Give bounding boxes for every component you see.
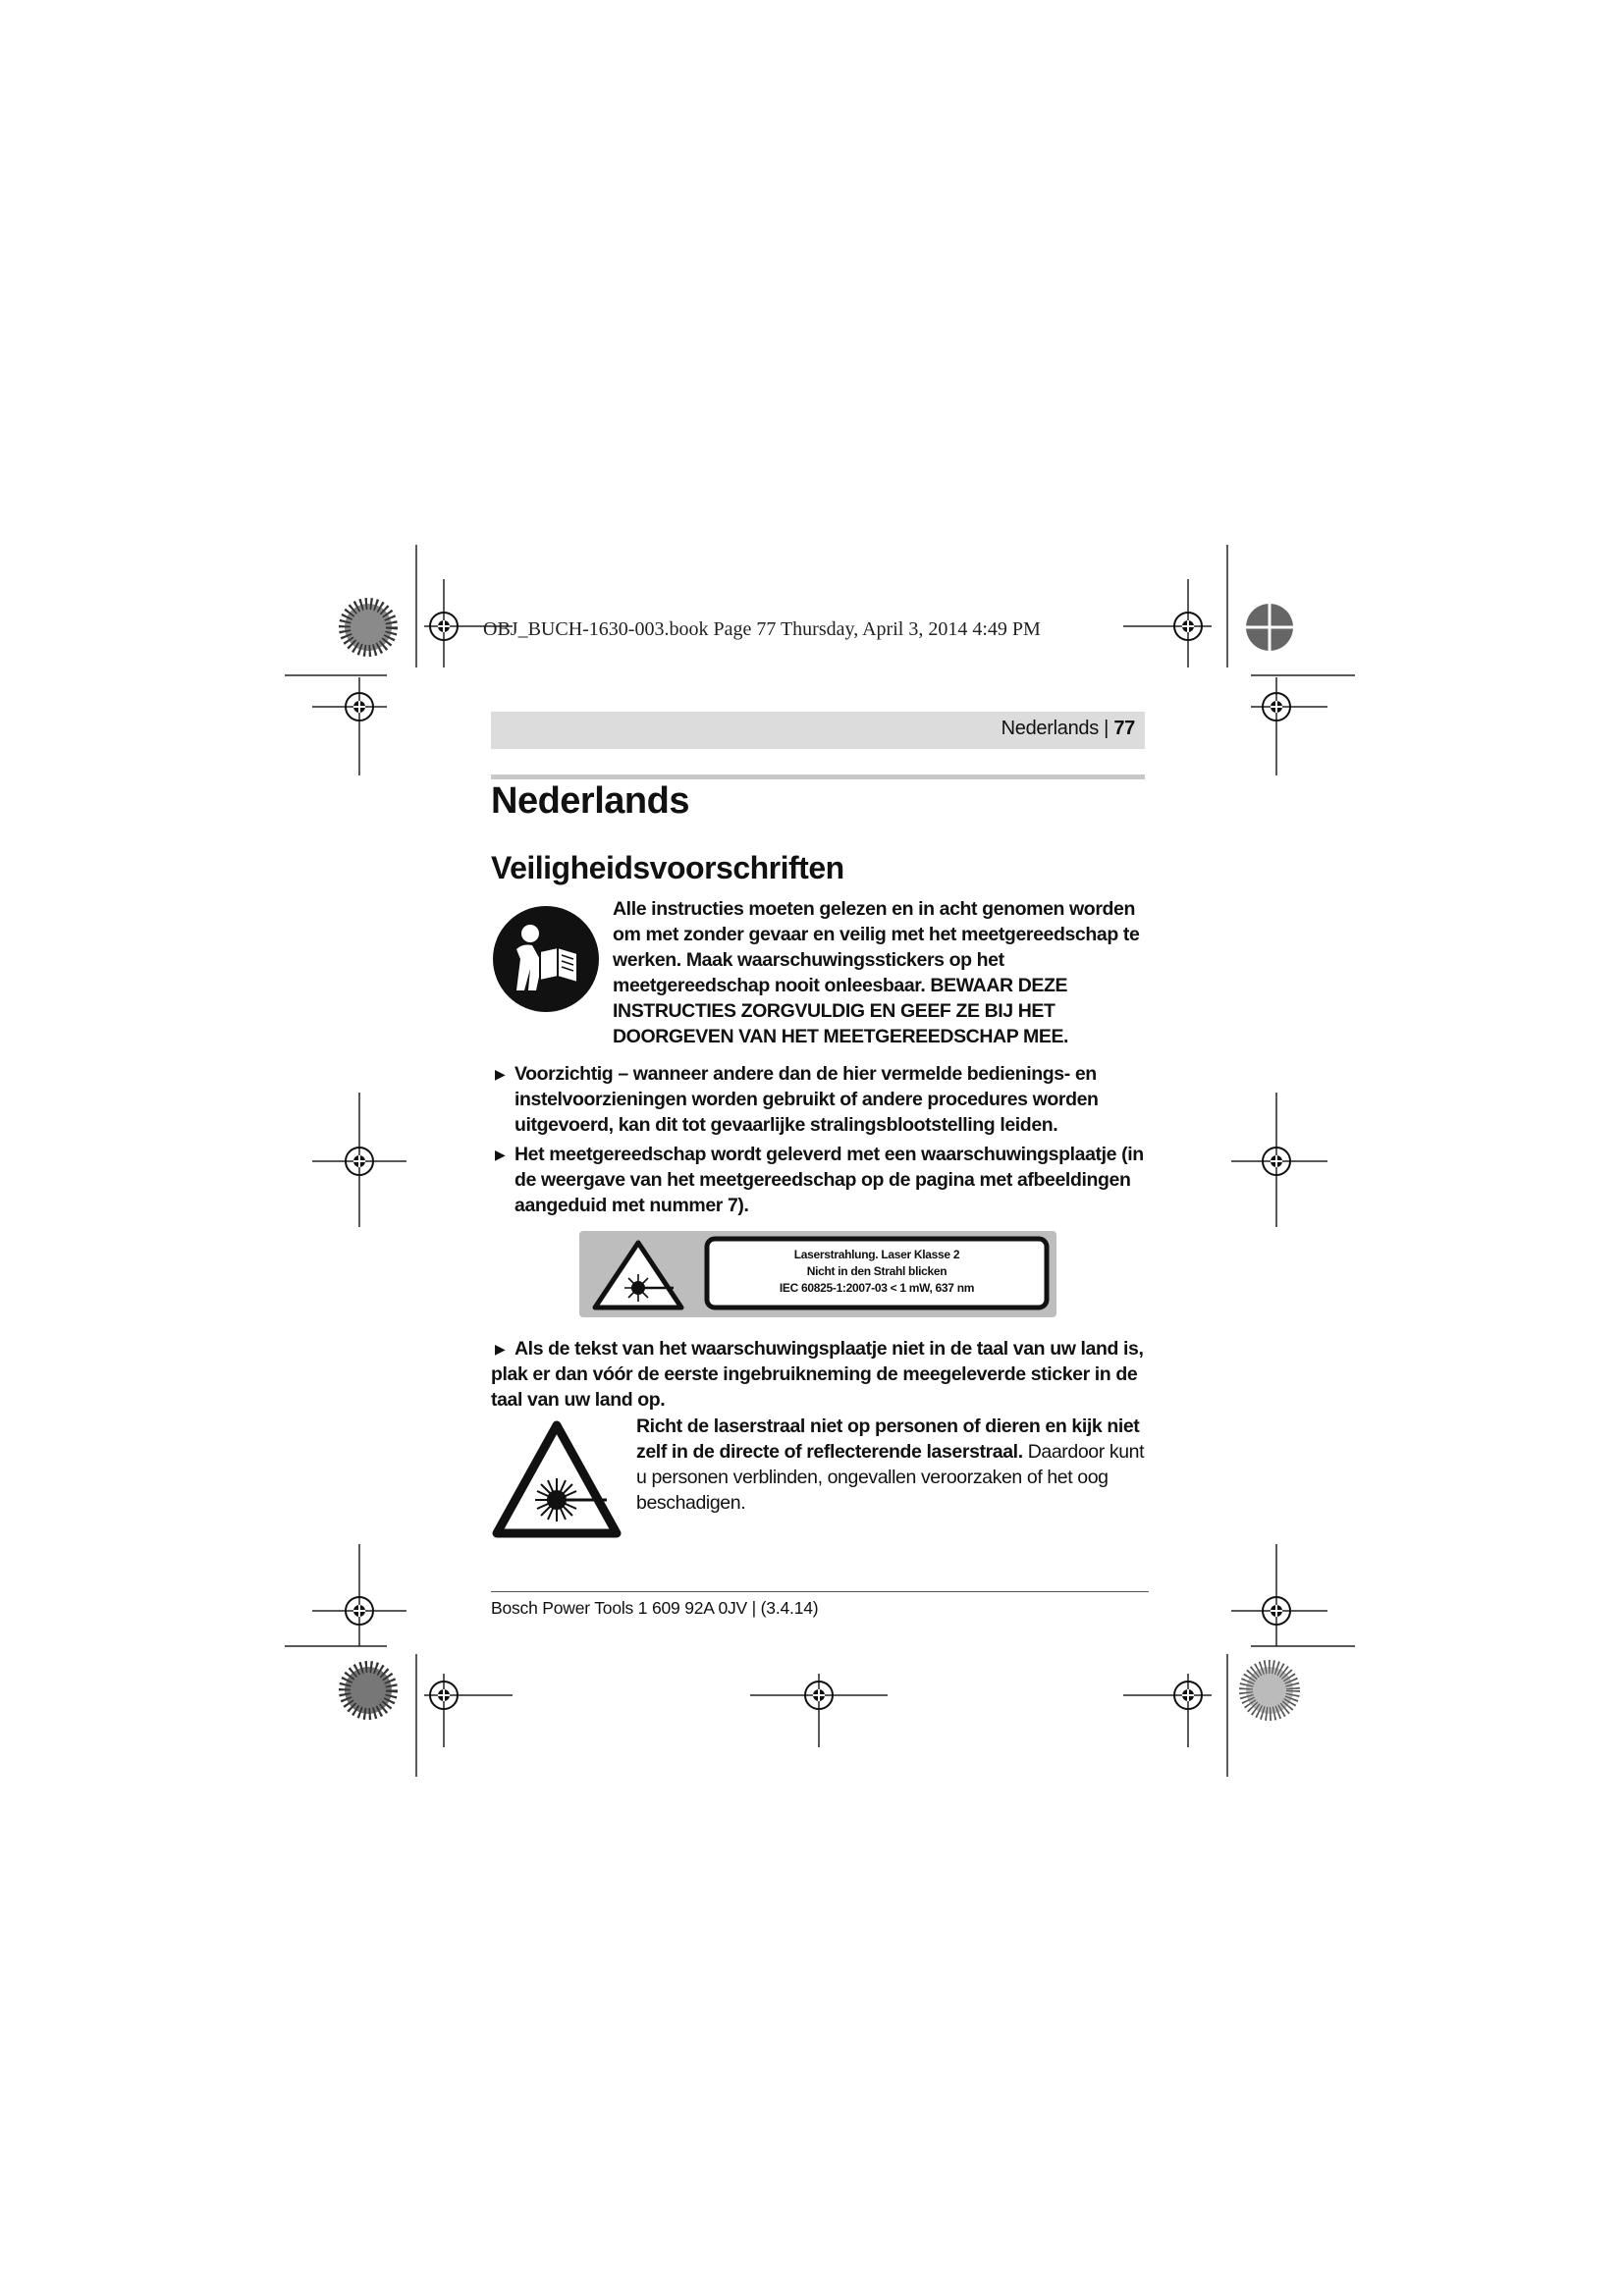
laser-warning-text <box>636 1414 1149 1516</box>
list-item-text: Voorzichtig – wanneer andere dan de hier vermelde bedienings- en instelvoorzieningen worden gebruikt of andere procedures worden uitgevoerd, kan dit tot gevaarlijke stralingsblootstelling leiden. <box>514 1063 1099 1136</box>
page-footer: Bosch Power Tools 1 609 92A 0JV | (3.4.14) <box>491 1598 819 1618</box>
warning-label-line: Nicht in den Strahl blicken <box>806 1264 947 1278</box>
warning-label-image <box>579 1231 1056 1317</box>
intro-paragraph: Alle instructies moeten gelezen en in acht genomen worden om met zonder gevaar en veilig met het meetgereedschap te werken. Maak waarschuwingsstickers op het meetgereedschap nooit onleesbaar. BEWAAR DEZE INSTRUCTIES ZORGVULDIG EN GEEF ZE BIJ HET DOORGEVEN VAN HET MEETGEREEDSCHAP MEE. <box>613 898 1140 1047</box>
print-header: OBJ_BUCH-1630-003.book Page 77 Thursday, April 3, 2014 4:49 PM <box>483 618 1041 640</box>
warning-label-line: Laserstrahlung. Laser Klasse 2 <box>793 1248 960 1261</box>
list-item <box>491 1142 1159 1218</box>
bullet-triangle-icon: ▶ <box>495 1341 506 1357</box>
section-heading: Veiligheidsvoorschriften <box>491 850 844 885</box>
footer-rule <box>491 1591 1149 1592</box>
list-item <box>491 1061 1159 1138</box>
laser-warning-normal: Daardoor kunt u personen verblinden, ongevallen veroorzaken of het oog beschadigen. <box>636 1441 1145 1514</box>
read-manual-icon <box>491 904 601 1014</box>
running-head-rule <box>491 774 1145 779</box>
running-head <box>491 712 1145 749</box>
bullet-triangle-icon: ▶ <box>495 1147 506 1162</box>
bullet-triangle-icon: ▶ <box>495 1066 506 1082</box>
laser-warning-bold: Richt de laserstraal niet op personen of dieren en kijk niet zelf in de directe of reflecterende laserstraal. <box>636 1415 1140 1463</box>
list-item <box>491 1336 1159 1413</box>
page-title: Nederlands <box>491 780 689 822</box>
laser-warning-icon <box>491 1419 623 1539</box>
running-head-section: Nederlands | <box>1001 718 1114 739</box>
list-item-text: Als de tekst van het waarschuwingsplaatje niet in de taal van uw land is, plak er dan vóór de eerste ingebruikneming de meegeleverde sticker in de taal van uw land op. <box>491 1338 1144 1411</box>
warning-label-line: IEC 60825-1:2007-03 < 1 mW, 637 nm <box>779 1281 975 1295</box>
list-item-text: Het meetgereedschap wordt geleverd met een waarschuwingsplaatje (in de weergave van het meetgereedschap op de pagina met afbeeldingen aangeduid met nummer 7). <box>514 1144 1144 1216</box>
page-number: 77 <box>1113 718 1135 739</box>
